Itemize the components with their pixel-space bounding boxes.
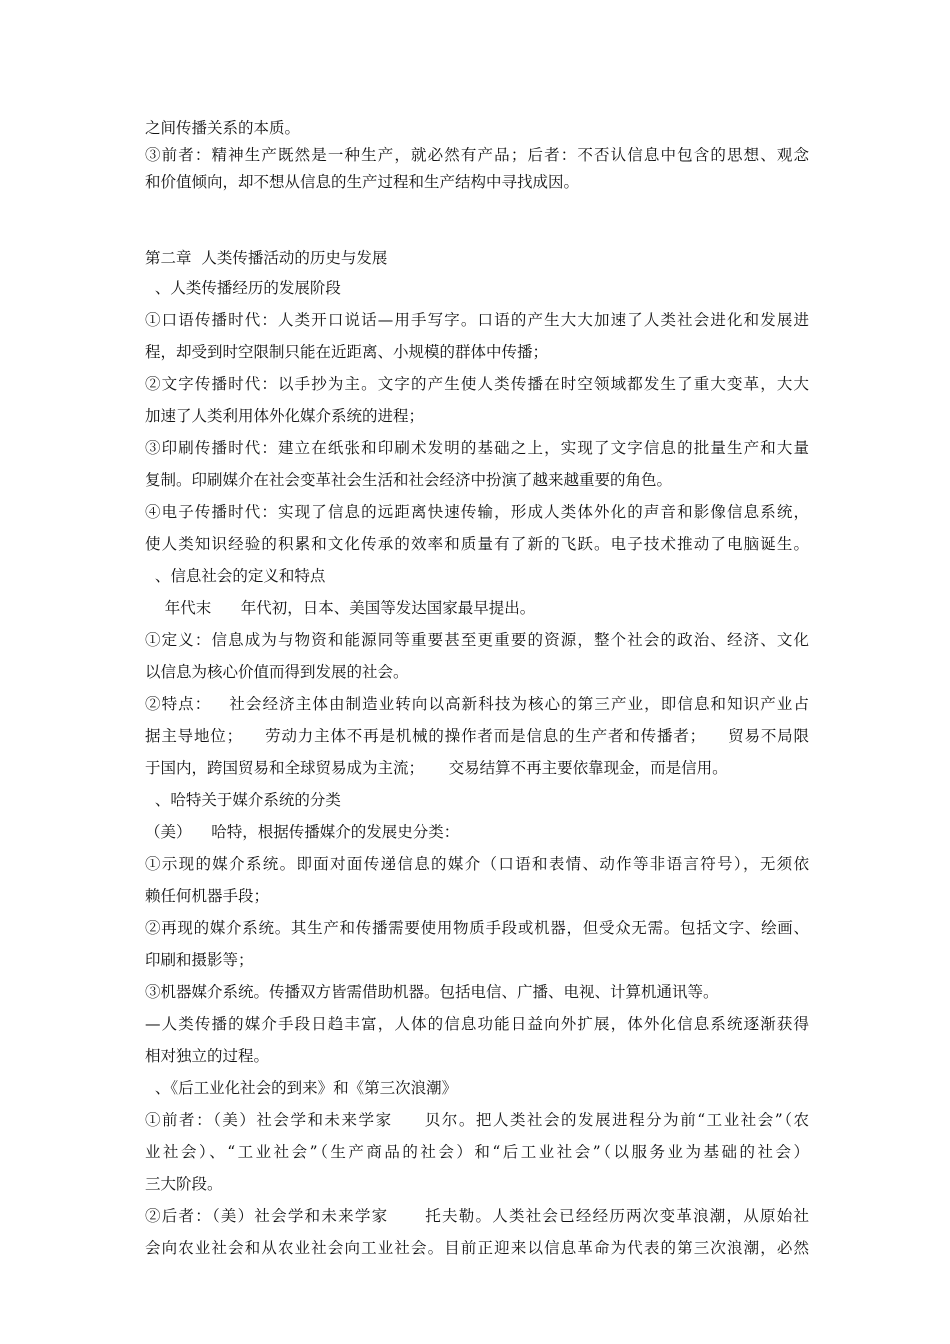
text-line: ①示现的媒介系统。即面对面传递信息的媒介（口语和表情、动作等非语言符号），无须依 [145, 855, 809, 873]
section-heading: 、《后工业化社会的到来》和《第三次浪潮》 [145, 1079, 458, 1097]
text-line: 和价值倾向，却不想从信息的生产过程和生产结构中寻找成因。 [145, 173, 580, 191]
text-line: ③前者：精神生产既然是一种生产，就必然有产品；后者：不否认信息中包含的思想、观念 [145, 146, 809, 164]
text-line: ①前者：（美）社会学和未来学家 贝尔。把人类社会的发展进程分为前“工业社会”（农 [145, 1111, 809, 1129]
chapter-heading: 第二章 人类传播活动的历史与发展 [145, 249, 388, 267]
text-line: ②再现的媒介系统。其生产和传播需要使用物质手段或机器，但受众无需。包括文字、绘画、 [145, 919, 809, 937]
text-line: 加速了人类利用体外化媒介系统的进程； [145, 407, 425, 425]
text-line: （美） 哈特，根据传播媒介的发展史分类： [145, 823, 460, 841]
text-line: ①定义：信息成为与物资和能源同等重要甚至更重要的资源，整个社会的政治、经济、文化 [145, 631, 809, 649]
text-line: —人类传播的媒介手段日趋丰富，人体的信息功能日益向外扩展，体外化信息系统逐渐获得 [145, 1015, 809, 1033]
text-line: 赖任何机器手段； [145, 887, 270, 905]
text-line: ②后者：（美）社会学和未来学家 托夫勒。人类社会已经经历两次变革浪潮，从原始社 [145, 1207, 809, 1225]
text-line: 据主导地位； 劳动力主体不再是机械的操作者而是信息的生产者和传播者； 贸易不局限 [145, 727, 809, 745]
text-line: 之间传播关系的本质。 [145, 119, 301, 137]
section-heading: 、信息社会的定义和特点 [145, 567, 326, 585]
text-line: 三大阶段。 [145, 1175, 223, 1193]
text-line: 会向农业社会和从农业社会向工业社会。目前正迎来以信息革命为代表的第三次浪潮，必然 [145, 1239, 809, 1257]
text-line: 业社会）、“工业社会”（生产商品的社会）和“后工业社会”（以服务业为基础的社会） [145, 1143, 809, 1161]
text-line: ②文字传播时代：以手抄为主。文字的产生使人类传播在时空领域都发生了重大变革，大大 [145, 375, 809, 393]
text-line: ③机器媒介系统。传播双方皆需借助机器。包括电信、广播、电视、计算机通讯等。 [145, 983, 719, 1001]
text-line: 于国内，跨国贸易和全球贸易成为主流； 交易结算不再主要依靠现金，而是信用。 [145, 759, 728, 777]
section-heading: 、哈特关于媒介系统的分类 [145, 791, 341, 809]
text-line: ④电子传播时代：实现了信息的远距离快速传输，形成人类体外化的声音和影像信息系统， [145, 503, 809, 521]
text-line: ③印刷传播时代：建立在纸张和印刷术发明的基础之上，实现了文字信息的批量生产和大量 [145, 439, 809, 457]
text-line: 程，却受到时空限制只能在近距离、小规模的群体中传播； [145, 343, 549, 361]
text-line: 印刷和摄影等； [145, 951, 254, 969]
text-line: 复制。印刷媒介在社会变革社会生活和社会经济中扮演了越来越重要的角色。 [145, 471, 673, 489]
text-line: 使人类知识经验的积累和文化传承的效率和质量有了新的飞跃。电子技术推动了电脑诞生。 [145, 535, 809, 553]
text-line: 以信息为核心价值而得到发展的社会。 [145, 663, 409, 681]
text-line: 年代末 年代初，日本、美国等发达国家最早提出。 [145, 599, 536, 617]
section-heading: 、人类传播经历的发展阶段 [145, 279, 341, 297]
text-line: ②特点： 社会经济主体由制造业转向以高新科技为核心的第三产业，即信息和知识产业占 [145, 695, 809, 713]
text-line: ①口语传播时代：人类开口说话—用手写字。口语的产生大大加速了人类社会进化和发展进 [145, 311, 809, 329]
text-line: 相对独立的过程。 [145, 1047, 270, 1065]
